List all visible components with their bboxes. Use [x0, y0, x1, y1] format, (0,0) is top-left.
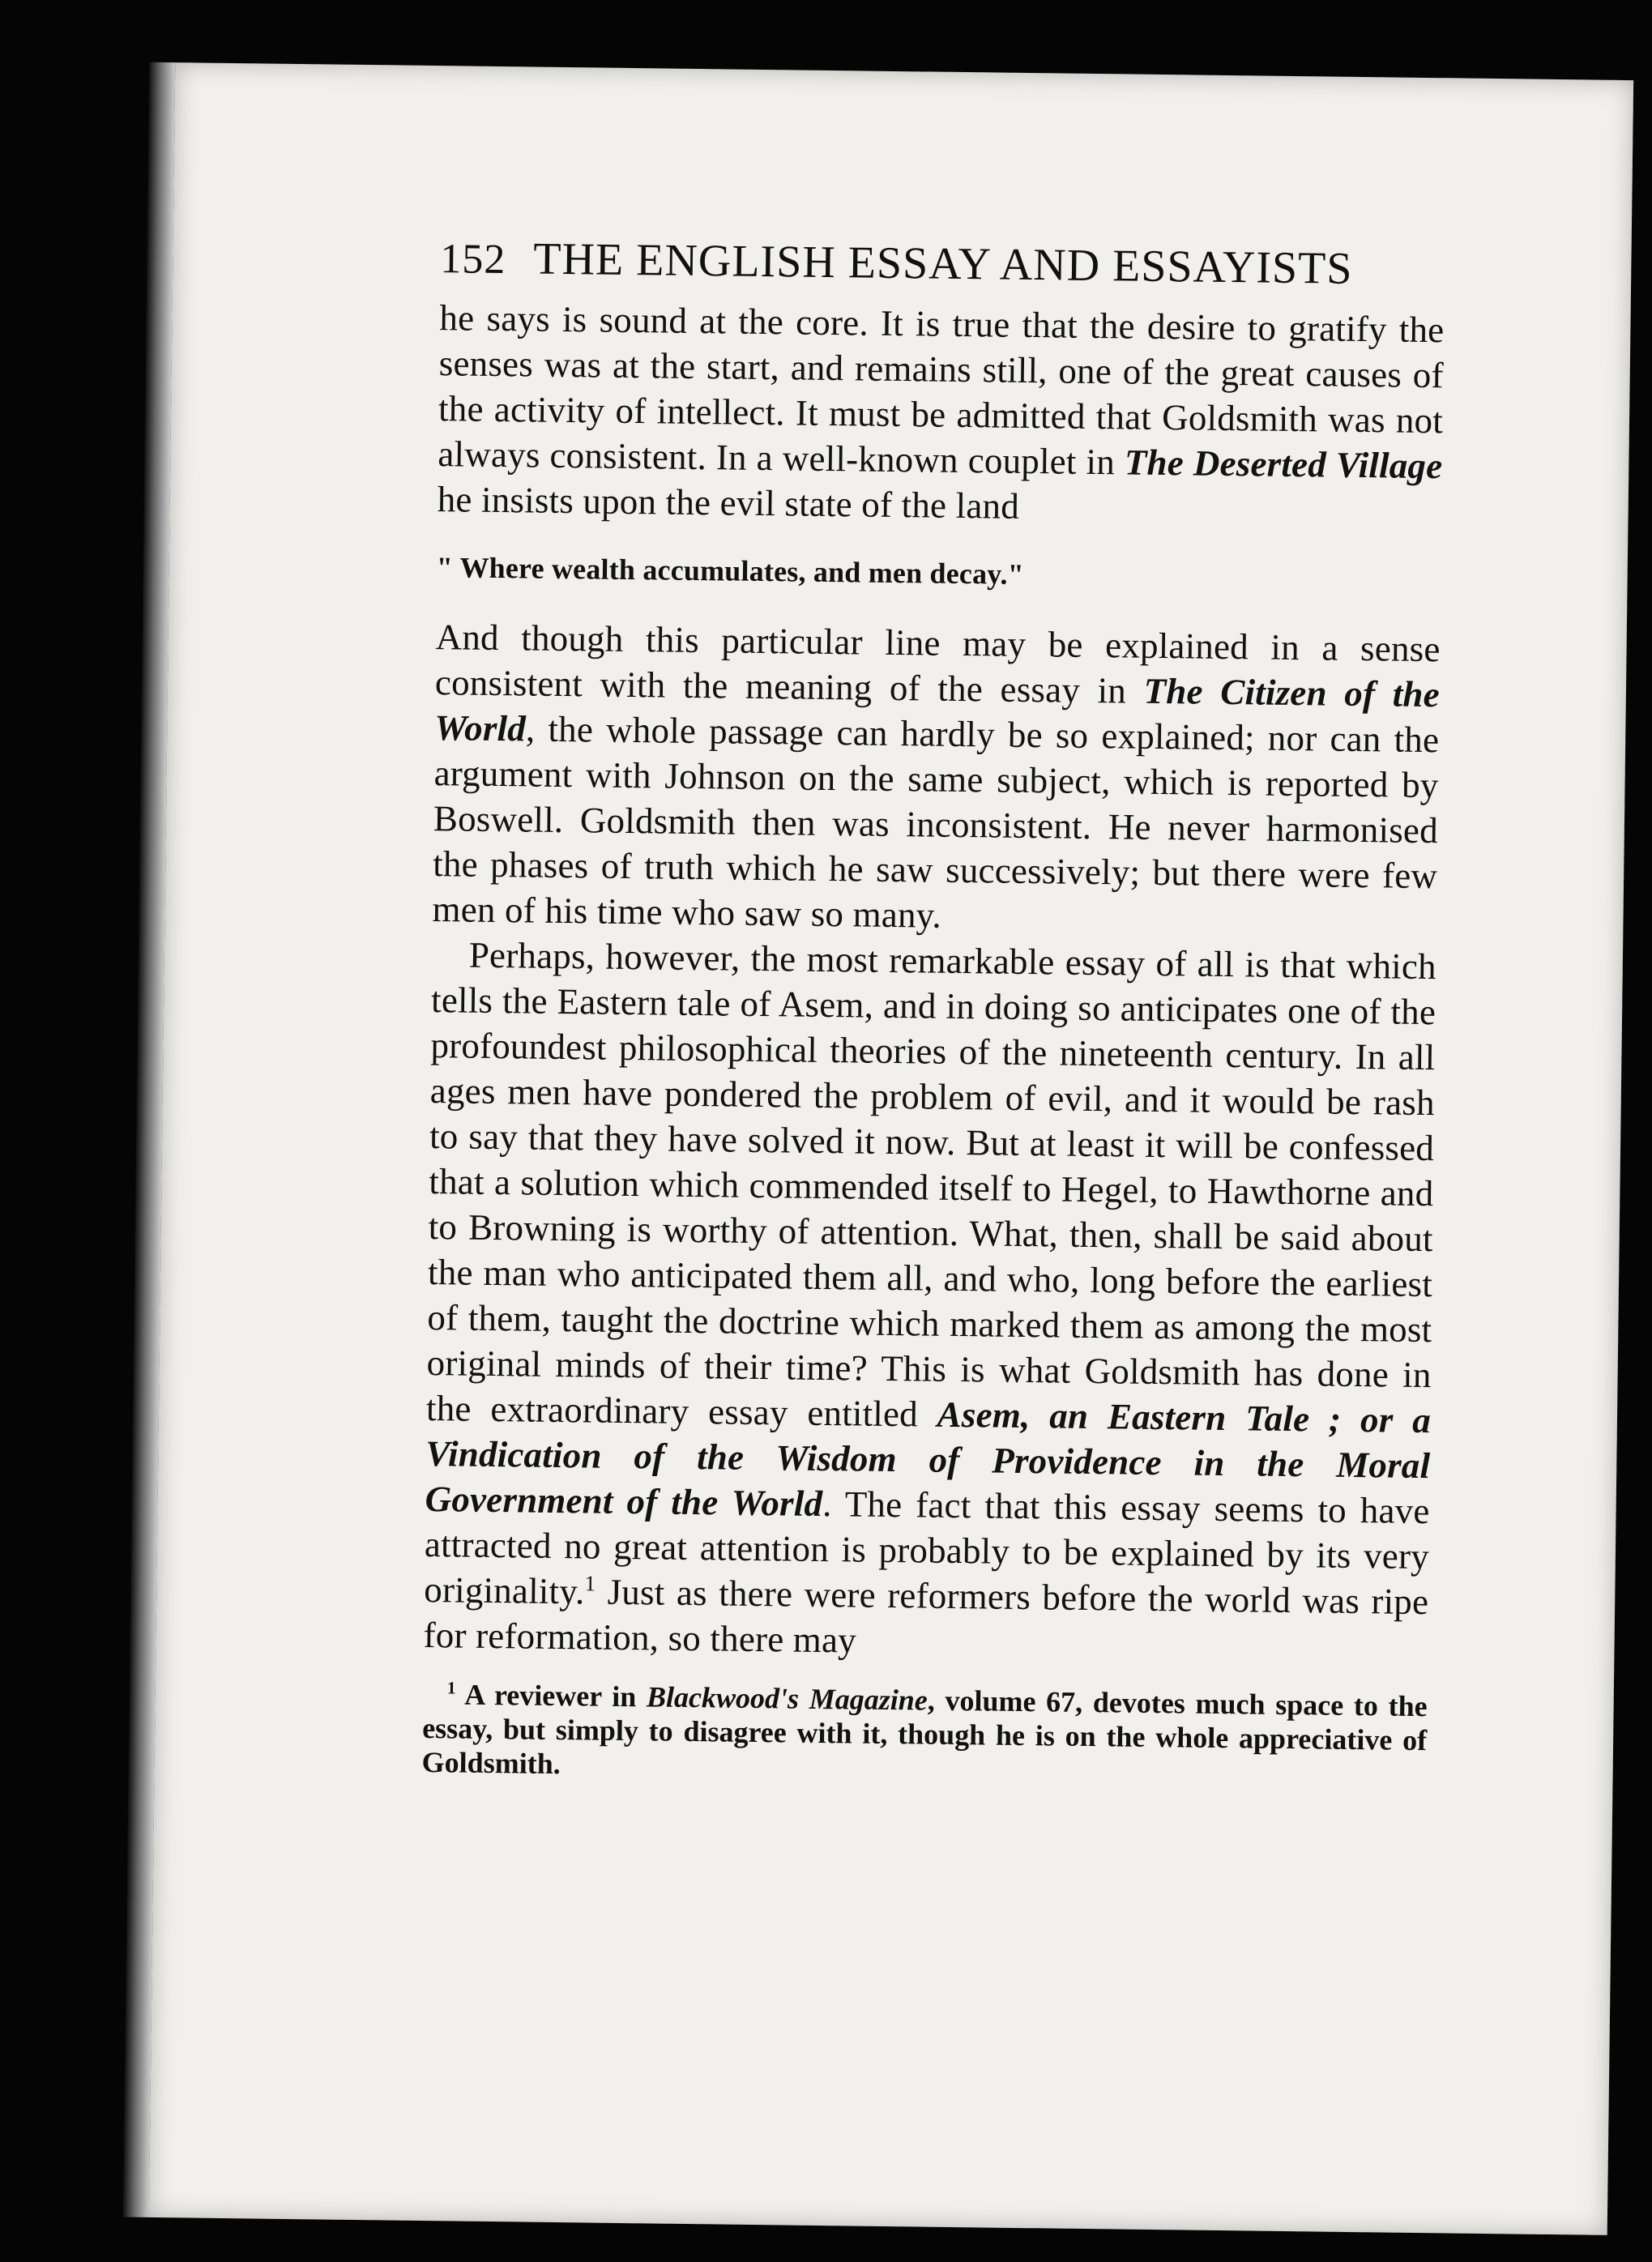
paragraph-1-text: he says is sound at the core. It is true that the desire to gratify the senses was at the start, and remains still, one of the great causes of the activity of intellect. It must be admitted that Goldsmith was not always consistent. In a well-known couplet in — [438, 297, 1445, 483]
paragraph-3 — [423, 932, 1436, 1670]
footnote-title: Blackwood's Magazine — [646, 1680, 928, 1717]
paragraph-2 — [432, 614, 1441, 944]
paragraph-2-text-b: , the whole passage can hardly be so explained; nor can the argument with Johnson on the same subject, which is reported by Boswell. Goldsmith then was inconsistent. He never harmonised the phases of truth which he saw successively; but there were few men of his time who saw so many. — [432, 708, 1440, 936]
title-asem: Asem, an Eastern Tale ; or a Vindication of the Wisdom of Providence in the Moral Government of the World — [425, 1393, 1432, 1524]
title-deserted-village: The Deserted Village — [1124, 442, 1443, 487]
paragraph-3-text-b: . The fact that this essay seems to have attracted no great attention is probably to be explained by its very originality. — [424, 1483, 1430, 1612]
book-page — [149, 62, 1633, 2235]
footnote-reference: 1 — [584, 1571, 596, 1596]
block-quote: " Where wealth accumulates, and men decay." — [436, 551, 1025, 591]
paragraph-1-end: he insists upon the evil state of the land — [437, 479, 1020, 527]
body-text — [423, 295, 1444, 1670]
paragraph-3-text-a: Perhaps, however, the most remarkable essay of all is that which tells the Eastern tale of Asem, and in doing so anticipates one of the profoundest philosophical theories of the nineteenth century. In all ages men have pondered the problem of evil, and it would be rash to say that they have solved it now. But at least it will be confessed that a solution which commended itself to Hegel, to Hawthorne and to Browning is worthy of attention. What, then, shall be said about the man who anticipated them all, and who, long before the earliest of them, taught the doctrine which marked them as among the most original minds of their time? This is what Goldsmith has done in the extraordinary essay entitled — [425, 934, 1437, 1435]
page-content — [421, 232, 1445, 1791]
paragraph-2-text-a: And though this particular line may be explained in a sense consistent with the meaning of the essay in — [434, 617, 1441, 711]
paragraph-3-text-c: Just as there were reformers before the world was ripe for reformation, so there may — [423, 1571, 1429, 1661]
footnote-text-a: A reviewer in — [455, 1678, 647, 1714]
page-number: 152 — [440, 236, 506, 284]
title-citizen-of-the-world: The Citizen of the World — [434, 670, 1441, 749]
running-title: THE ENGLISH ESSAY AND ESSAYISTS — [533, 233, 1353, 294]
footnote — [421, 1677, 1427, 1791]
footnote-text-b: , volume 67, devotes much space to the essay, but simply to disagree with it, though he is on the whole appreciative of Goldsmith. — [421, 1684, 1428, 1781]
footnote-mark: 1 — [446, 1678, 456, 1698]
paragraph-1 — [437, 295, 1444, 534]
page-header — [440, 232, 1445, 296]
